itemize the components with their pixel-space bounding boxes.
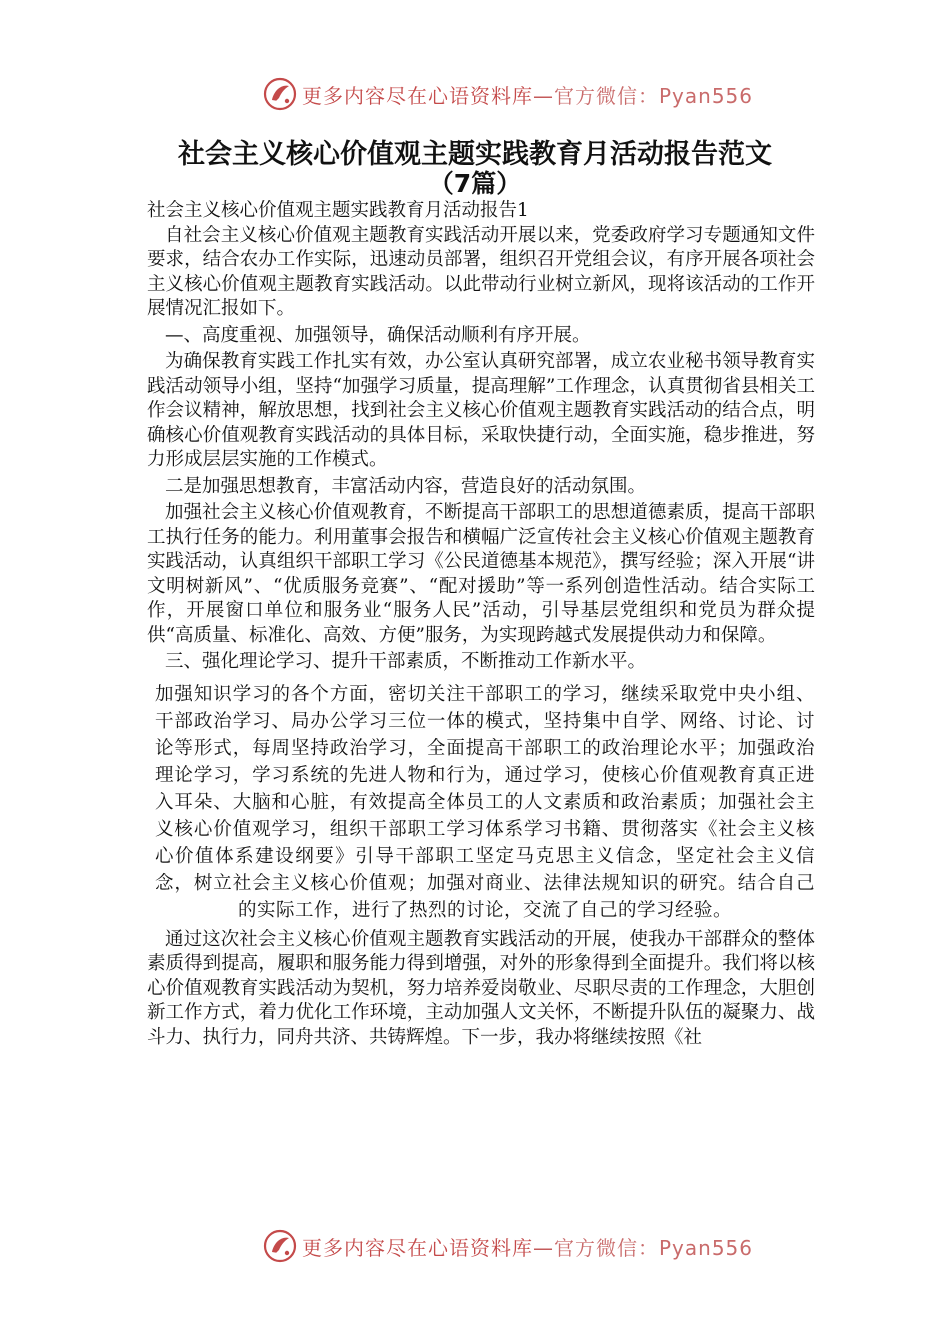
paragraph-section-3: 加强知识学习的各个方面，密切关注干部职工的学习，继续采取党中央小组、干部政治学习、局办公学习三位一体的模式，坚持集中自学、网络、讨论、讨论等形式，每周坚持政治学习，全面提高干部职工的政治理论水平；加强政治理论学习，学习系统的先进人物和行为，通过学习，使核心价值观教育真正进入耳朵、大脑和心脏，有效提高全体员工的人文素质和政治素质；加强社会主义核心价值观学习，组织干部职工学习体系学习书籍、贯彻落实《社会主义核心价值体系建设纲要》引导干部职工坚定马克思主义信念，坚定社会主义信念，树立社会主义核心价值观；加强对商业、法律法规知识的研究。结合自己的实际工作，进行了热烈的讨论，交流了自己的学习经验。 [155,683,815,921]
paragraph-conclusion: 通过这次社会主义核心价值观主题教育实践活动的开展，使我办干部群众的整体素质得到提高，履职和服务能力得到增强，对外的形象得到全面提升。我们将以核心价值观教育实践活动为契机，努力培养爱岗敬业、尽职尽责的工作理念，大胆创新工作方式，着力优化工作环境，主动加强人文关怀，不断提升队伍的凝聚力、战斗力、执行力，同舟共济、共铸辉煌。下一步，我办将继续按照《社 [147,928,815,1048]
watermark-banner-bottom [262,1226,753,1266]
watermark-separator: — [533,1235,554,1260]
brand-logo-icon [262,76,298,112]
section-heading-3: 三、强化理论学习、提升干部素质，不断推动工作新水平。 [165,651,647,672]
report-heading: 社会主义核心价值观主题实践教育月活动报告1 [147,200,529,221]
paragraph-section-2: 加强社会主义核心价值观教育，不断提高干部职工的思想道德素质，提高干部职工执行任务的能力。利用董事会报告和横幅广泛宣传社会主义核心价值观主题教育实践活动，认真组织干部职工学习《公民道德基本规范》，撰写经验；深入开展“讲文明树新风”、“优质服务竞赛”、“配对援助”等一系列创造性活动。结合实际工作，开展窗口单位和服务业“服务人民”活动，引导基层党组织和党员为群众提供“高质量、标准化、高效、方便”服务，为实现跨越式发展提供动力和保障。 [147,502,815,646]
document-title-count: （7篇） [428,169,522,198]
watermark-text [302,80,753,109]
watermark-text [302,1232,753,1261]
watermark-brand: 更多内容尽在心语资料库 [302,83,533,108]
paragraph-section-1: 为确保教育实践工作扎实有效，办公室认真研究部署，成立农业秘书领导教育实践活动领导小组，坚持“加强学习质量，提高理解”工作理念，认真贯彻省县相关工作会议精神，解放思想，找到社会主义核心价值观主题教育实践活动的结合点，明确核心价值观教育实践活动的具体目标，采取快捷行动，全面实施，稳步推进，努力形成层层实施的工作模式。 [147,351,815,470]
section-heading-2: 二是加强思想教育，丰富活动内容，营造良好的活动氛围。 [165,475,647,497]
document-body [147,198,815,1050]
watermark-banner-top [262,74,753,114]
section-heading-1: —、高度重视、加强领导，确保活动顺利有序开展。 [165,324,591,346]
watermark-separator: — [533,83,554,108]
document-title: 社会主义核心价值观主题实践教育月活动报告范文 [178,139,772,170]
watermark-wechat: 官方微信：Pyan556 [554,1235,754,1260]
brand-logo-icon [262,1228,298,1264]
watermark-wechat: 官方微信：Pyan556 [554,83,754,108]
paragraph-intro: 自社会主义核心价值观主题教育实践活动开展以来，党委政府学习专题通知文件要求，结合农办工作实际，迅速动员部署，组织召开党组会议，有序开展各项社会主义核心价值观主题教育实践活动。以此带动行业树立新风，现将该活动的工作开展情况汇报如下。 [147,224,815,319]
watermark-brand: 更多内容尽在心语资料库 [302,1235,533,1260]
